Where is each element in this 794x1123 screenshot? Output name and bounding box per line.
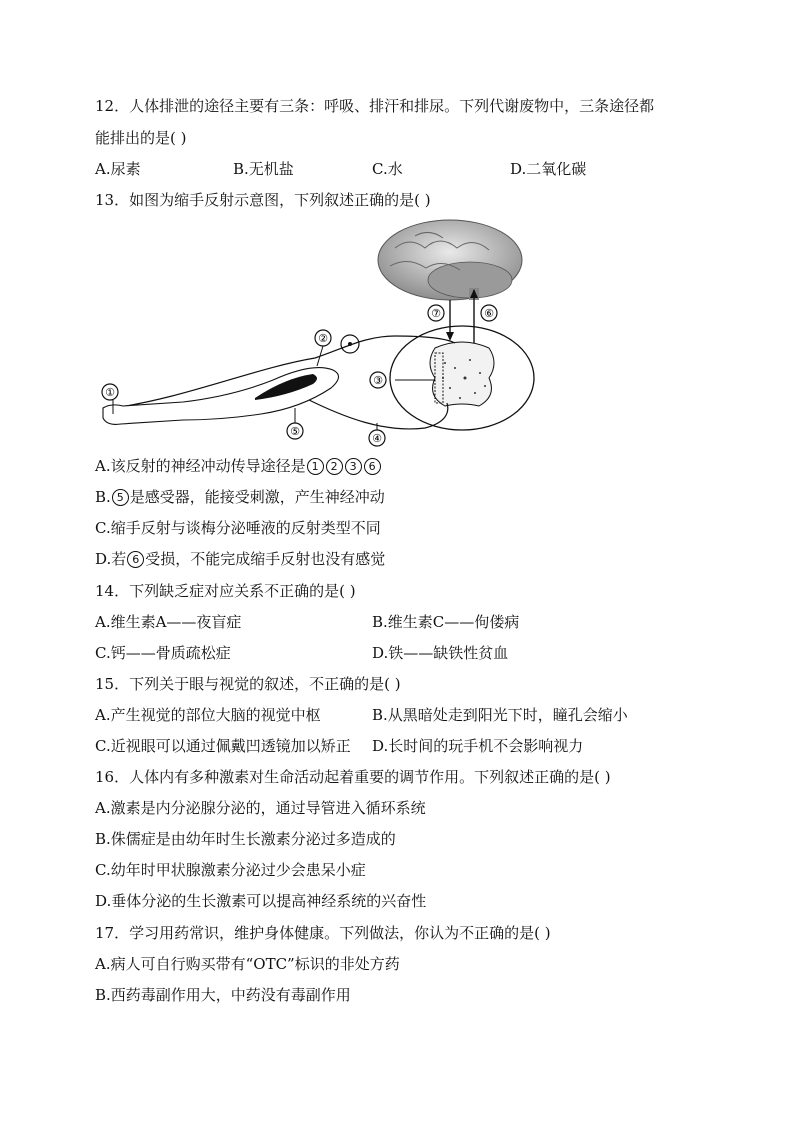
- q13-option-c: C.缩手反射与谈梅分泌唾液的反射类型不同: [95, 519, 381, 537]
- brain-illustration: [378, 220, 522, 300]
- q13-option-d: D.若 6 受损，不能完成缩手反射也没有感觉: [95, 550, 386, 568]
- q12-stem-line-1: 12．人体排泄的途径主要有三条：呼吸、排汗和排尿。下列代谢废物中，三条途径都: [95, 97, 655, 115]
- label-6: ⑥: [484, 307, 494, 320]
- q14-option-c: C.钙——骨质疏松症: [95, 644, 231, 662]
- label-3: ③: [373, 374, 383, 387]
- q12-option-a: A.尿素: [95, 160, 141, 178]
- q13-option-a: A.该反射的神经冲动传导途径是 1 2 3 6: [95, 455, 382, 477]
- reflex-arc-diagram: [95, 218, 555, 450]
- q16-option-c: C.幼年时甲状腺激素分泌过少会患呆小症: [95, 861, 366, 879]
- q17-option-a: A.病人可自行购买带有“OTC”标识的非处方药: [95, 955, 400, 973]
- q17-option-b: B.西药毒副作用大，中药没有毒副作用: [95, 986, 351, 1004]
- q13-stem: 13．如图为缩手反射示意图，下列叙述正确的是( ): [95, 191, 431, 209]
- label-1: ①: [105, 386, 115, 399]
- q15-option-c: C.近视眼可以通过佩戴凹透镜加以矫正: [95, 737, 351, 755]
- q14-option-d: D.铁——缺铁性贫血: [372, 644, 509, 662]
- label-7: ⑦: [431, 307, 441, 320]
- q17-stem: 17．学习用药常识，维护身体健康。下列做法，你认为不正确的是( ): [95, 924, 551, 942]
- q16-option-a: A.激素是内分泌腺分泌的，通过导管进入循环系统: [95, 799, 426, 817]
- q16-stem: 16．人体内有多种激素对生命活动起着重要的调节作用。下列叙述正确的是( ): [95, 768, 611, 786]
- motor-nerve: [305, 398, 448, 429]
- q16-option-b: B.侏儒症是由幼年时生长激素分泌过多造成的: [95, 830, 396, 848]
- q12-option-b: B.无机盐: [233, 160, 294, 178]
- q14-option-b: B.维生素C——佝偻病: [372, 613, 520, 631]
- q13-option-b: B. 5 是感受器，能接受刺激，产生神经冲动: [95, 488, 385, 506]
- q15-option-a: A.产生视觉的部位大脑的视觉中枢: [95, 706, 321, 724]
- q12-option-d: D.二氧化碳: [510, 160, 587, 178]
- q16-option-d: D.垂体分泌的生长激素可以提高神经系统的兴奋性: [95, 892, 427, 910]
- q15-option-b: B.从黑暗处走到阳光下时，瞳孔会缩小: [372, 706, 628, 724]
- gray-matter: [430, 342, 494, 406]
- q12-stem-line-2: 能排出的是( ): [95, 129, 187, 147]
- label-4: ④: [372, 432, 382, 445]
- q12-option-c: C.水: [372, 160, 403, 178]
- q15-option-d: D.长时间的玩手机不会影响视力: [372, 737, 584, 755]
- q14-option-a: A.维生素A——夜盲症: [95, 613, 242, 631]
- label-2: ②: [318, 332, 328, 345]
- q14-stem: 14．下列缺乏症对应关系不正确的是( ): [95, 582, 356, 600]
- label-5: ⑤: [290, 425, 300, 438]
- q15-stem: 15．下列关于眼与视觉的叙述，不正确的是( ): [95, 675, 401, 693]
